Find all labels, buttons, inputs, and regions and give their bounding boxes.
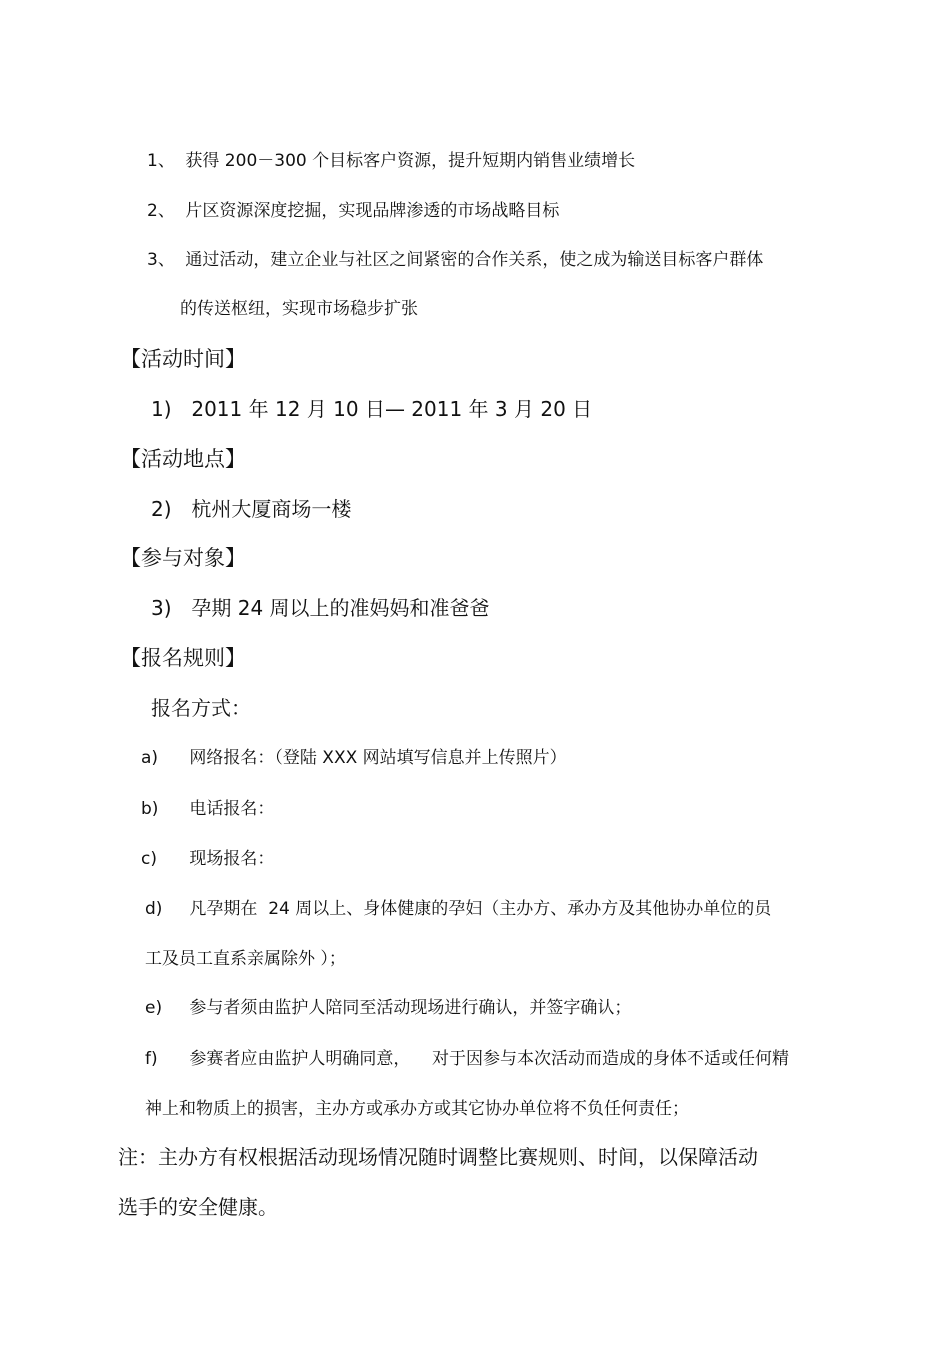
- time-item: [151, 393, 592, 422]
- rule-item-f: [145, 1044, 789, 1069]
- rule-text: 参与者须由监护人陪同至活动现场进行确认，并签字确认；: [189, 998, 632, 1018]
- rule-letter: e): [145, 998, 163, 1018]
- rule-item-e: [145, 993, 631, 1018]
- rule-text: 现场报名：: [189, 849, 275, 869]
- rule-item-c: [141, 844, 274, 869]
- registration-method-label: 报名方式：: [151, 696, 251, 720]
- rule-item-a: [141, 743, 567, 768]
- rule-item-b: [141, 794, 274, 819]
- rule-item-d: [145, 894, 771, 919]
- goal-item-3: [147, 245, 763, 270]
- rule-letter: b): [141, 799, 159, 819]
- goal-text: 片区资源深度挖掘，实现品牌渗透的市场战略目标: [185, 201, 560, 221]
- target-item: [151, 592, 490, 621]
- item-number: 2): [151, 497, 172, 521]
- section-heading-target: 【参与对象】: [120, 546, 246, 570]
- goal-item-1: [147, 146, 635, 171]
- rule-item-d-continued: 工及员工直系亲属除外 ）；: [145, 949, 346, 969]
- goal-number: 1、: [147, 151, 175, 171]
- rule-item-f-continued: 神上和物质上的损害，主办方或承办方或其它协办单位将不负任何责任；: [145, 1099, 689, 1119]
- rule-letter: a): [141, 748, 159, 768]
- place-item: [151, 493, 351, 522]
- goal-number: 2、: [147, 201, 175, 221]
- goal-text: 获得 200－300 个目标客户资源，提升短期内销售业绩增长: [185, 151, 636, 171]
- rule-letter: f): [145, 1049, 158, 1069]
- section-heading-time: 【活动时间】: [120, 347, 246, 371]
- item-number: 3): [151, 596, 172, 620]
- section-heading-place: 【活动地点】: [120, 447, 246, 471]
- rule-text: 电话报名：: [189, 799, 275, 819]
- goal-number: 3、: [147, 250, 175, 270]
- section-heading-rules: 【报名规则】: [120, 646, 246, 670]
- goal-item-2: [147, 196, 559, 221]
- note-line-2: 选手的安全健康。: [118, 1195, 278, 1219]
- rule-text: 网络报名：（登陆 XXX 网站填写信息并上传照片）: [189, 748, 567, 768]
- time-text: 2011 年 12 月 10 日— 2011 年 3 月 20 日: [191, 397, 593, 421]
- place-text: 杭州大厦商场一楼: [191, 497, 352, 521]
- target-text: 孕期 24 周以上的准妈妈和准爸爸: [191, 596, 490, 620]
- note-line-1: 注：主办方有权根据活动现场情况随时调整比赛规则、时间，以保障活动: [118, 1145, 758, 1169]
- goal-text: 通过活动，建立企业与社区之间紧密的合作关系，使之成为输送目标客户群体: [185, 250, 764, 270]
- item-number: 1): [151, 397, 172, 421]
- rule-text: 参赛者应由监护人明确同意， 对于因参与本次活动而造成的身体不适或任何精: [189, 1049, 790, 1069]
- rule-letter: d): [145, 899, 163, 919]
- goal-item-3-continued: 的传送枢纽，实现市场稳步扩张: [180, 299, 418, 319]
- rule-letter: c): [141, 849, 157, 869]
- rule-text: 凡孕期在 24 周以上、身体健康的孕妇（主办方、承办方及其他协办单位的员: [189, 899, 772, 919]
